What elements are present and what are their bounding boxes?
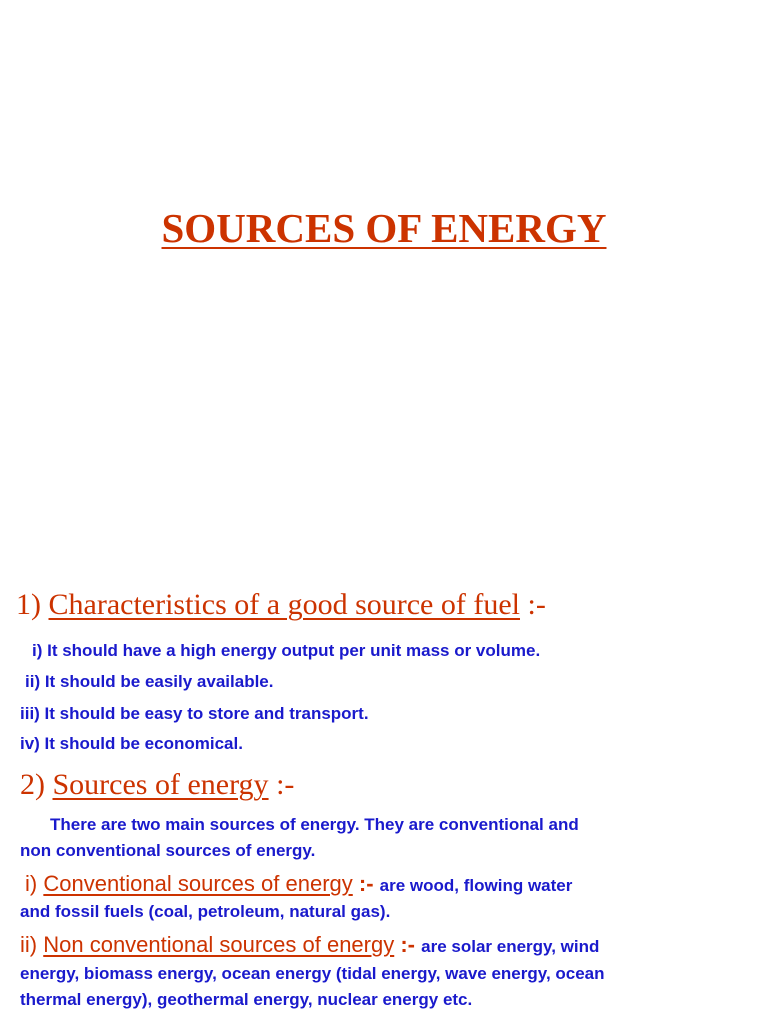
- non-conventional-suffix: :-: [400, 932, 416, 957]
- section2-heading: [20, 768, 294, 802]
- section2-number: 2): [20, 768, 45, 801]
- conventional-suffix: :-: [358, 871, 374, 896]
- section2-suffix: :-: [276, 768, 295, 801]
- section2-intro-line-2: non conventional sources of energy.: [20, 841, 316, 860]
- conventional-text-line-2: and fossil fuels (coal, petroleum, natural gas).: [20, 902, 391, 921]
- section1-heading: [16, 588, 546, 622]
- section1-suffix: :-: [527, 588, 546, 621]
- section1-item-4: iv) It should be economical.: [20, 734, 243, 753]
- section2-intro-line-1: There are two main sources of energy. They are conventional and: [50, 815, 579, 834]
- section1-item-2: ii) It should be easily available.: [25, 672, 274, 691]
- conventional-text-first: are wood, flowing water: [379, 876, 573, 895]
- conventional-heading-line: [25, 871, 572, 897]
- non-conventional-text-first: are solar energy, wind: [421, 937, 600, 956]
- page-title: SOURCES OF ENERGY: [161, 205, 607, 251]
- non-conventional-text-line-3: thermal energy), geothermal energy, nuclear energy etc.: [20, 990, 473, 1009]
- non-conventional-label: ii): [20, 932, 38, 957]
- section1-item-3: iii) It should be easy to store and transport.: [20, 704, 369, 723]
- section1-number: 1): [16, 588, 41, 621]
- section1-title: Characteristics of a good source of fuel: [48, 588, 520, 621]
- non-conventional-text-line-2: energy, biomass energy, ocean energy (tidal energy, wave energy, ocean: [20, 964, 605, 983]
- conventional-title: Conventional sources of energy: [43, 871, 353, 896]
- non-conventional-heading-line: [20, 932, 599, 958]
- section1-item-1: i) It should have a high energy output per unit mass or volume.: [32, 641, 541, 660]
- conventional-label: i): [25, 871, 38, 896]
- non-conventional-title: Non conventional sources of energy: [43, 932, 395, 957]
- section2-title: Sources of energy: [52, 768, 269, 801]
